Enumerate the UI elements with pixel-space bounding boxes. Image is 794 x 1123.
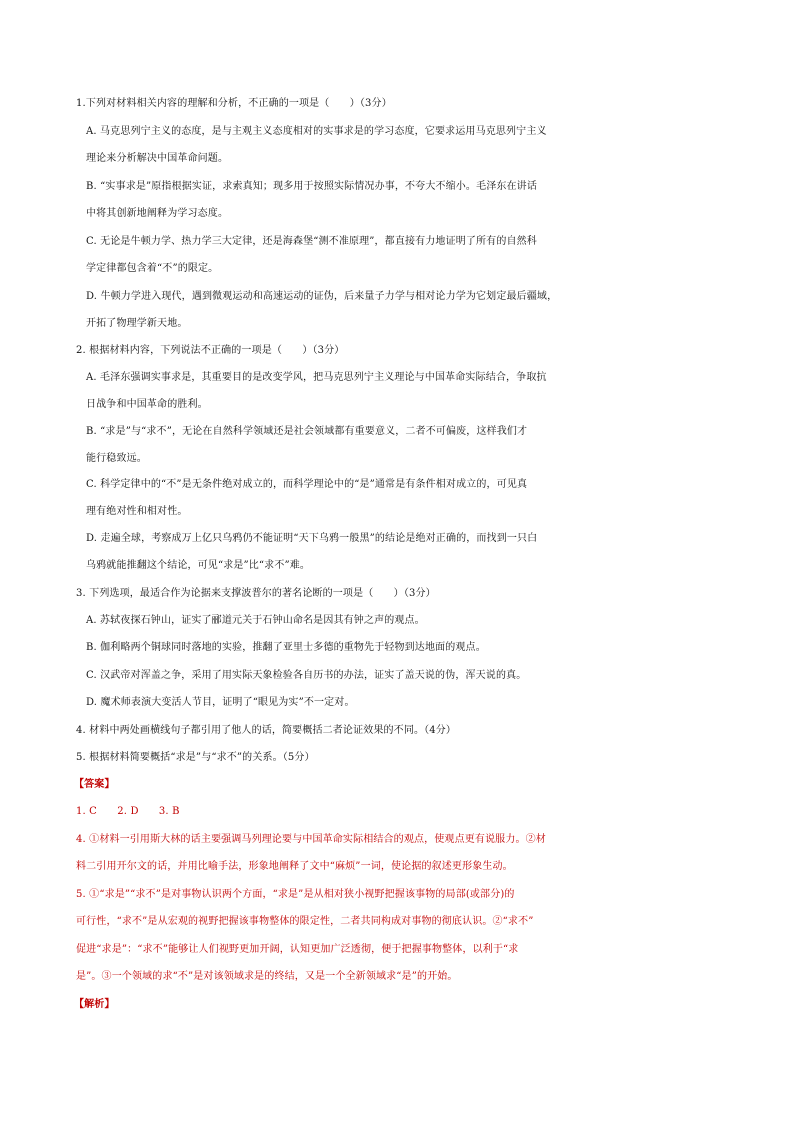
question-3-option-d: D. 魔术师表演大变活人节目，证明了“眼见为实”不一定对。 — [86, 697, 355, 708]
question-2-option-b-cont: 能行稳致远。 — [86, 453, 147, 464]
answer-4-line-2: 料二引用开尔文的话，并用比喻手法，形象地阐释了文中“麻烦”一词，使论据的叙述更形象生动。 — [76, 861, 513, 872]
question-2-option-c: C. 科学定律中的“不”是无条件绝对成立的，而科学理论中的“是”通常是有条件相对成立的，可见真 — [86, 479, 528, 490]
question-4: 4. 材料中两处画横线句子都引用了他人的话，简要概括二者论证效果的不同。（4分） — [76, 725, 457, 736]
question-1-stem: 1.下列对材料相关内容的理解和分析，不正确的一项是（ ）（3分） — [76, 98, 392, 109]
question-3-option-a: A. 苏轼夜探石钟山，证实了郦道元关于石钟山命名是因其有钟之声的观点。 — [86, 615, 425, 626]
answer-4-line-1: 4. ①材料一引用斯大林的话主要强调马列理论要与中国革命实际相结合的观点，使观点更有说服力。②材 — [76, 834, 546, 845]
question-1-option-a-cont: 理论来分析解决中国革命问题。 — [86, 153, 229, 164]
question-3-option-b: B. 伽利略两个铜球同时落地的实验，推翻了亚里士多德的重物先于轻物到达地面的观点。 — [86, 642, 486, 653]
answer-heading: 【答案】 — [74, 779, 115, 790]
question-3-stem: 3. 下列选项，最适合作为论据来支撑波普尔的著名论断的一项是（ ）（3分） — [76, 588, 436, 599]
question-1-option-b-cont: 中将其创新地阐释为学习态度。 — [86, 208, 229, 219]
question-2-option-c-cont: 理有绝对性和相对性。 — [86, 506, 188, 517]
answer-5-line-4: 是”。③一个领域的求“不”是对该领域求是的终结，又是一个全新领域求“是”的开始。 — [76, 971, 458, 982]
answer-5-line-2: 可行性，“求不”是从宏观的视野把握该事物整体的限定性，二者共同构成对事物的彻底认识。②“求不” — [76, 916, 534, 927]
question-2-option-b: B. “求是”与“求不”，无论在自然科学领域还是社会领域都有重要意义，二者不可偏废，这样我们才 — [86, 426, 528, 437]
question-5: 5. 根据材料简要概括“求是”与“求不”的关系。（5分） — [76, 752, 315, 763]
question-2-option-d-cont: 乌鸦就能推翻这个结论，可见“求是”比“求不”难。 — [86, 560, 311, 571]
question-2-option-d: D. 走遍全球，考察成万上亿只乌鸦仍不能证明“天下乌鸦一般黑”的结论是绝对正确的，而找到一只白 — [86, 533, 538, 544]
answer-choices: 1. C 2. D 3. B — [76, 806, 180, 817]
question-1-option-d-cont: 开拓了物理学新天地。 — [86, 318, 188, 329]
question-2-option-a: A. 毛泽东强调实事求是，其重要目的是改变学风，把马克思列宁主义理论与中国革命实际结合，争取抗 — [86, 372, 547, 383]
analysis-heading: 【解析】 — [74, 999, 115, 1010]
answer-5-line-1: 5. ①“求是”“求不”是对事物认识两个方面，“求是”是从相对狭小视野把握该事物的局部(或部分)的 — [76, 889, 515, 900]
question-1-option-d: D. 牛顿力学进入现代，遇到微观运动和高速运动的证伪，后来量子力学与相对论力学为它划定最后疆域， — [86, 291, 558, 302]
question-3-option-c: C. 汉武帝对浑盖之争，采用了用实际天象检验各自历书的办法，证实了盖天说的伪，浑天说的真。 — [86, 670, 527, 681]
question-1-option-c-cont: 学定律都包含着“不”的限定。 — [86, 263, 219, 274]
question-2-stem: 2. 根据材料内容，下列说法不正确的一项是（ ）（3分） — [76, 345, 345, 356]
question-2-option-a-cont: 日战争和中国革命的胜利。 — [86, 399, 208, 410]
question-1-option-b: B. “实事求是”原指根据实证，求索真知；现多用于按照实际情况办事，不夸大不缩小。毛泽东在讲话 — [86, 181, 537, 192]
answer-5-line-3: 促进“求是”：“求不”能够让人们视野更加开阔，认知更加广泛透彻，便于把握事物整体，以利于“求 — [76, 944, 519, 955]
question-1-option-c: C. 无论是牛顿力学、热力学三大定律，还是海森堡“测不准原理”，都直接有力地证明了所有的自然科 — [86, 236, 537, 247]
question-1-option-a: A. 马克思列宁主义的态度，是与主观主义态度相对的实事求是的学习态度，它要求运用马克思列宁主义 — [86, 126, 547, 137]
